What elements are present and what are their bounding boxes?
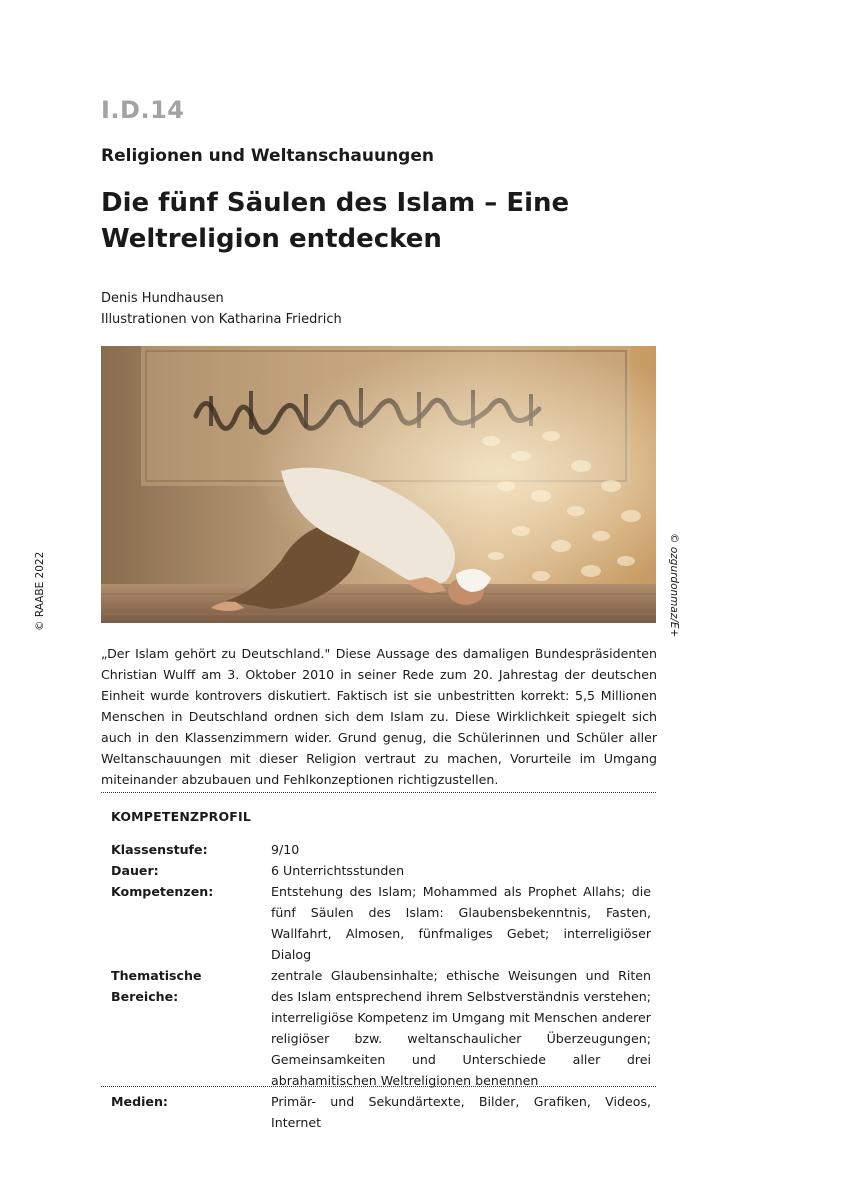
series-title: Religionen und Weltanschauungen: [101, 146, 434, 166]
profile-heading: KOMPETENZPROFIL: [111, 809, 252, 824]
profile-value: Entstehung des Islam; Mohammed als Prophet Allahs; die fünf Säulen des Islam: Glaubensbekenntnis, Fasten, Wallfahrt, Almosen, fünfmaliges Gebet; interreligiöser Dialog: [271, 884, 651, 962]
profile-value: 6 Unterrichtsstunden: [271, 863, 405, 878]
author-name: Denis Hundhausen: [101, 291, 224, 306]
author-block: [101, 288, 342, 330]
cover-photo: [101, 346, 656, 623]
profile-row-topics: [111, 965, 651, 1091]
profile-label: Medien:: [111, 1094, 168, 1109]
profile-row-grade: [111, 839, 651, 860]
intro-paragraph: „Der Islam gehört zu Deutschland." Diese Aussage des damaligen Bundespräsidenten Christian Wulff am 3. Oktober 2010 in seiner Rede zum 20. Jahrestag der deutschen Einheit wurde kontrovers diskutiert. Faktisch ist sie unbestritten korrekt: 5,5 Millionen Menschen in Deutschland ordnen sich dem Islam zu. Diese Wirklichkeit spiegelt sich auch in den Klassenzimmern wider. Grund genug, die Schülerinnen und Schüler aller Weltanschauungen mit dieser Religion vertraut zu machen, Vorurteile im Umgang miteinander abzubauen und Fehlkonzeptionen richtigzustellen.: [101, 646, 657, 787]
profile-value: zentrale Glaubensinhalte; ethische Weisungen und Riten des Islam entsprechend ihrem Selbstverständnis verstehen; interreligiöse Kompetenz im Umgang mit Menschen anderer religiöser bzw. weltanschaulicher Überzeugungen; Gemeinsamkeiten und Unterschiede aller drei abrahamitischen Weltreligionen benennen: [271, 968, 651, 1088]
profile-row-competences: [111, 881, 651, 965]
profile-row-media: [111, 1091, 651, 1133]
illustrator-credit: Illustrationen von Katharina Friedrich: [101, 312, 342, 327]
divider-bottom: [101, 1086, 656, 1087]
profile-value: 9/10: [271, 842, 300, 857]
profile-row-duration: [111, 860, 651, 881]
profile-label: Dauer:: [111, 863, 159, 878]
competence-profile: [111, 809, 651, 1133]
profile-label: Klassenstufe:: [111, 842, 208, 857]
page-title: Die fünf Säulen des Islam – Eine Weltreligion entdecken: [101, 188, 570, 254]
copyright-notice: © RAABE 2022: [34, 551, 46, 631]
photo-credit: © ozgurdonmaz/E+: [668, 533, 680, 638]
divider-top: [101, 792, 656, 793]
profile-value: Primär- und Sekundärtexte, Bilder, Grafiken, Videos, Internet: [271, 1094, 651, 1130]
document-code: I.D.14: [101, 96, 185, 124]
profile-label: Thematische Bereiche:: [111, 968, 202, 1004]
profile-label: Kompetenzen:: [111, 884, 214, 899]
